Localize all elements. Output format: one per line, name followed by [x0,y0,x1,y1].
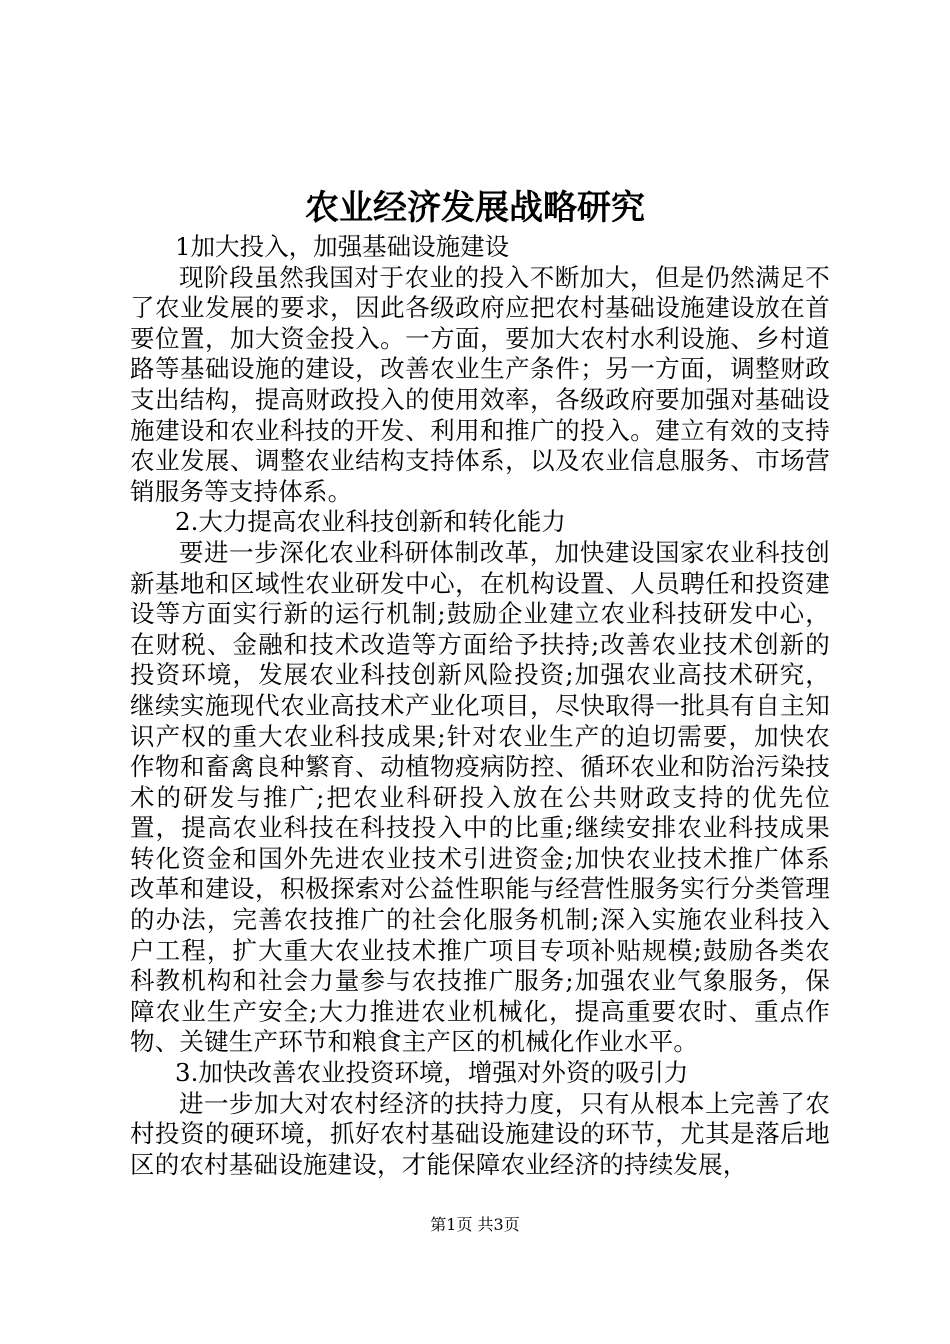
document-body [130,232,830,1180]
section-heading: 1加大投入，加强基础设施建设 [175,232,510,261]
section-heading: 2.大力提高农业科技创新和转化能力 [175,507,566,537]
section-paragraph: 要进一步深化农业科研体制改革，加快建设国家农业科技创新基地和区域性农业研发中心，在机构设置、人员聘任和投资建设等方面实行新的运行机制;鼓励企业建立农业科技研发中心，在财税、金融和技术改造等方面给予扶持;改善农业技术创新的投资环境，发展农业科技创新风险投资;加强农业高技术研究，继续实施现代农业高技术产业化项目，尽快取得一批具有自主知识产权的重大农业科技成果;针对农业生产的迫切需要，加快农作物和畜禽良种繁育、动植物疫病防控、循环农业和防治污染技术的研发与推广;把农业科研投入放在公共财政支持的优先位置，提高农业科技在科技投入中的比重;继续安排农业科技成果转化资金和国外先进农业技术引进资金;加快农业技术推广体系改革和建设，积极探索对公益性职能与经营性服务实行分类管理的办法，完善农技推广的社会化服务机制;深入实施农业科技入户工程，扩大重大农业技术推广项目专项补贴规模;鼓励各类农科教机构和社会力量参与农技推广服务;加强农业气象服务，保障农业生产安全;大力推进农业机械化，提高重要农时、重点作物、关键生产环节和粮食主产区的机械化作业水平。 [130,537,830,1057]
section-3 [130,1058,830,1180]
section-paragraph: 现阶段虽然我国对于农业的投入不断加大，但是仍然满足不了农业发展的要求，因此各级政府应把农村基础设施建设放在首要位置，加大资金投入。一方面，要加大农村水利设施、乡村道路等基础设施的建设，改善农业生产条件；另一方面，调整财政支出结构，提高财政投入的使用效率，各级政府要加强对基础设施建设和农业科技的开发、利用和推广的投入。建立有效的支持农业发展、调整农业结构支持体系，以及农业信息服务、市场营销服务等支持体系。 [130,262,830,506]
page-number-footer: 第1页 共3页 [430,1215,520,1234]
section-1 [130,232,830,507]
section-paragraph: 进一步加大对农村经济的扶持力度，只有从根本上完善了农村投资的硬环境，抓好农村基础设施建设的环节，尤其是落后地区的农村基础设施建设，才能保障农业经济的持续发展， [130,1088,830,1179]
section-2 [130,507,830,1058]
section-heading: 3.加快改善农业投资环境，增强对外资的吸引力 [175,1058,689,1088]
document-title: 农业经济发展战略研究 [305,188,645,228]
